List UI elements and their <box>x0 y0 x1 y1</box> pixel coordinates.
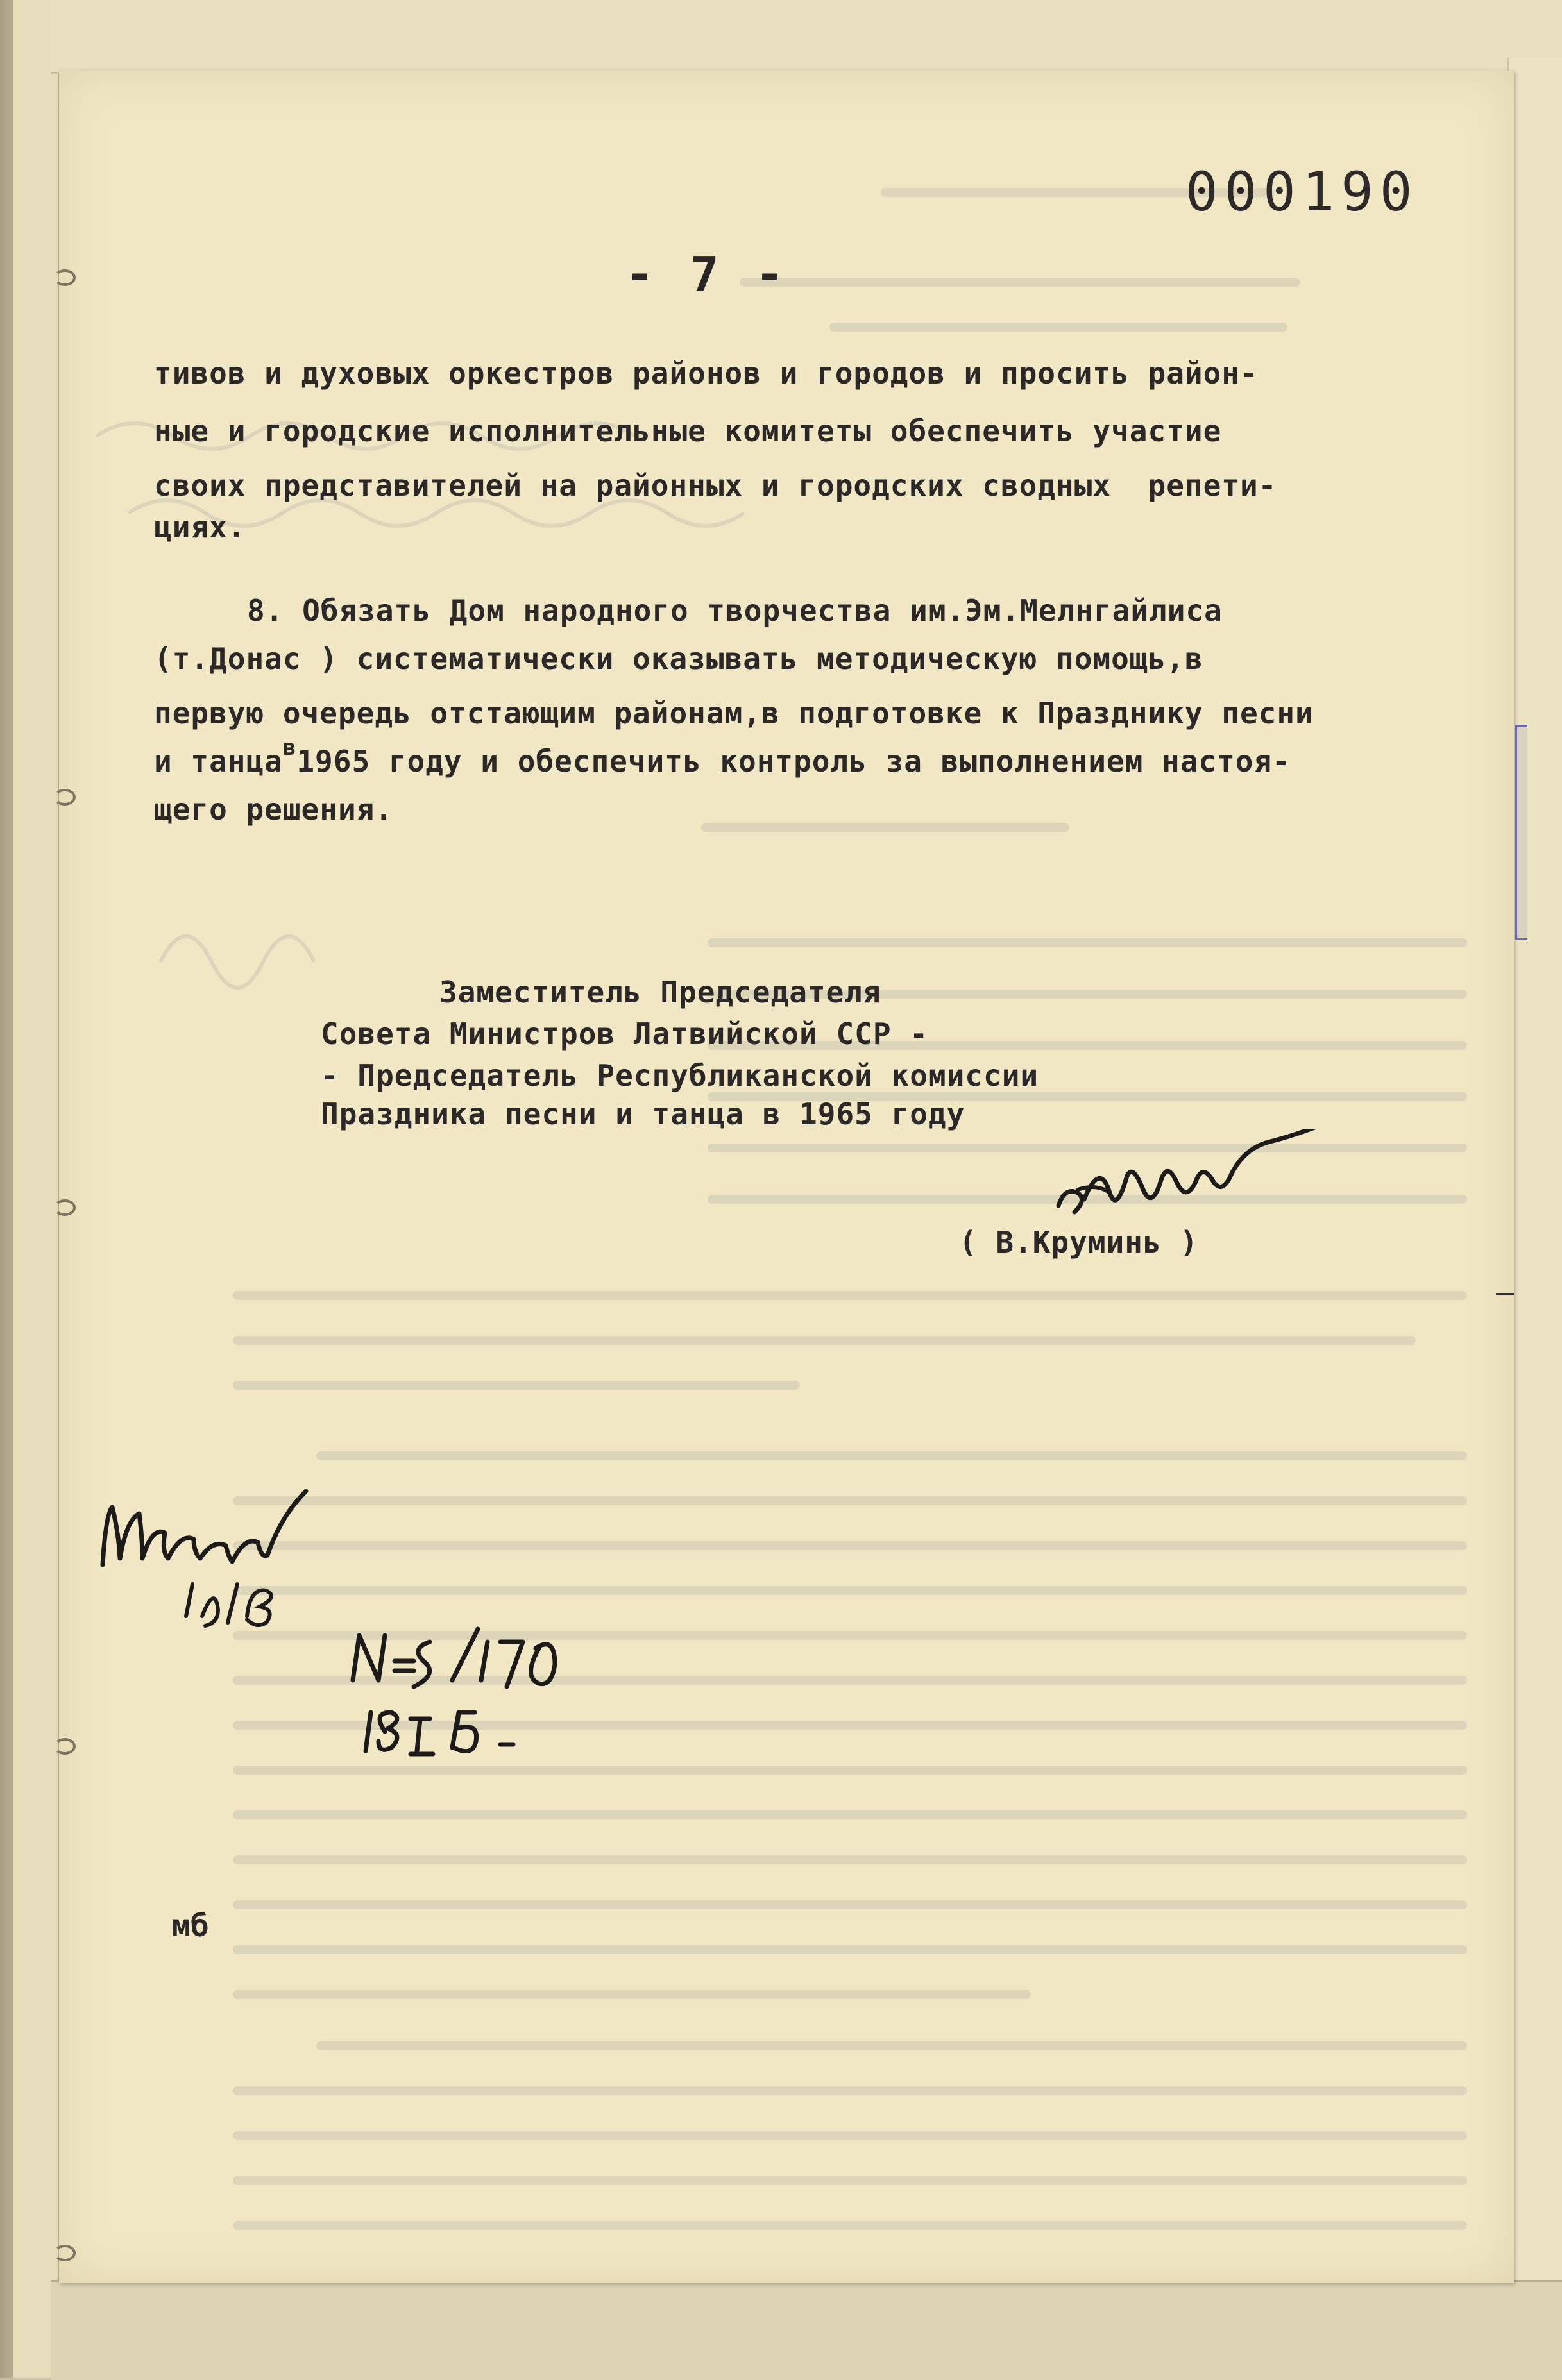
body-line: первую очередь отстающим районам,в подготовке к Празднику песни <box>154 696 1314 730</box>
signature-title-line: Заместитель Председателя <box>439 975 881 1009</box>
body-line: щего решения. <box>154 792 394 827</box>
handwritten-margin-annotation <box>90 1456 359 1648</box>
page-edge-stamp <box>1515 725 1527 940</box>
signature-title-line: - Председатель Республиканской комиссии <box>321 1058 1039 1093</box>
typist-initials: мб <box>172 1908 209 1944</box>
signature-title-line: Праздника песни и танца в 1965 году <box>321 1097 965 1131</box>
margin-dash <box>1496 1293 1514 1295</box>
body-line: тивов и духовых оркестров районов и городов и просить район- <box>154 356 1259 391</box>
body-line-part: 1965 году и обеспечить контроль за выполнением настоя- <box>296 744 1291 779</box>
handwritten-insert-letter: в <box>282 735 297 761</box>
archive-page-number: 000190 <box>1185 160 1419 223</box>
signature-title-line: Совета Министров Латвийской ССР - <box>321 1017 928 1051</box>
page-header-number: - 7 - <box>625 247 788 302</box>
body-line: циях. <box>154 510 246 544</box>
body-line: ные и городские исполнительные комитеты обеспечить участие <box>154 414 1222 448</box>
body-line: 8. Обязать Дом народного творчества им.Эм.Мелнгайлиса <box>247 593 1223 628</box>
body-line-part: и танца <box>154 744 283 779</box>
body-line: своих представителей на районных и городских сводных репети- <box>154 468 1277 503</box>
signatory-name: ( В.Круминь ) <box>959 1225 1199 1260</box>
handwritten-registration <box>340 1616 609 1770</box>
body-line: (т.Донас ) систематически оказывать методическую помощь,в <box>154 641 1203 676</box>
body-line-with-insert <box>154 735 1291 779</box>
